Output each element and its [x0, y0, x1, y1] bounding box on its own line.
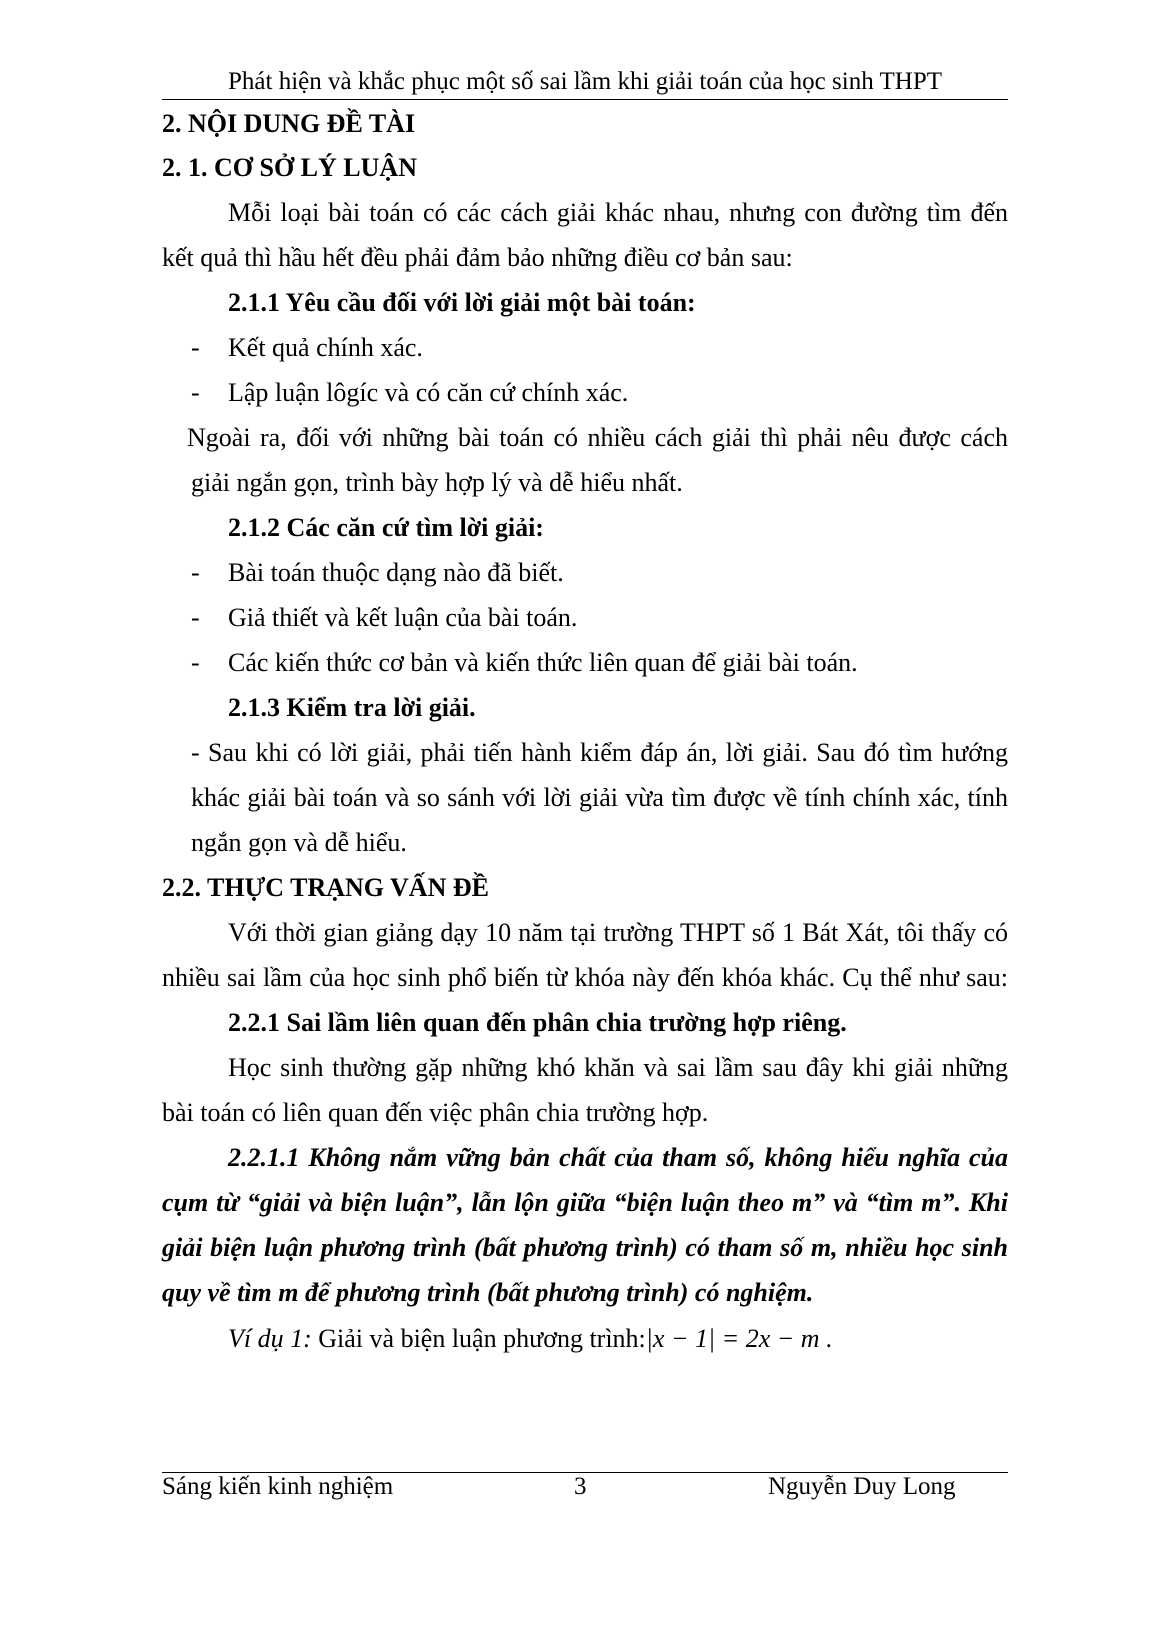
example-text: Giải và biện luận phương trình: [311, 1324, 646, 1353]
paragraph-line: kết quả thì hầu hết đều phải đảm bảo những điều cơ bản sau: [162, 243, 793, 272]
header-rule [162, 99, 1008, 100]
paragraph-line: - Sau khi có lời giải, phải tiến hành kiểm đáp án, lời giải. Sau đó tìm hướng [191, 738, 1008, 767]
section-2-1-1-title: 2.1.1 Yêu cầu đối với lời giải một bài toán: [228, 288, 696, 317]
list-bullet: - [191, 333, 200, 362]
example-label: Ví dụ 1: [228, 1324, 312, 1353]
equation: |x − 1| = 2x − m . [645, 1324, 833, 1353]
paragraph-line: ngắn gọn và dễ hiểu. [191, 828, 407, 857]
section-2-1-title: 2. 1. CƠ SỞ LÝ LUẬN [162, 153, 417, 182]
section-2-1-2-title: 2.1.2 Các căn cứ tìm lời giải: [228, 513, 544, 542]
list-item: Lập luận lôgíc và có căn cứ chính xác. [228, 378, 629, 407]
section-2-title: 2. NỘI DUNG ĐỀ TÀI [162, 109, 416, 138]
subsection-2-2-1-1-line: giải biện luận phương trình (bất phương trình) có tham số m, nhiều học sinh [162, 1233, 1008, 1262]
list-bullet: - [191, 558, 200, 587]
subsection-2-2-1-1-line: 2.2.1.1 Không nắm vững bản chất của tham số, không hiểu nghĩa của [228, 1143, 1008, 1172]
section-2-2-1-title: 2.2.1 Sai lầm liên quan đến phân chia trường hợp riêng. [228, 1008, 847, 1037]
paragraph-line: bài toán có liên quan đến việc phân chia trường hợp. [162, 1098, 709, 1127]
section-2-1-3-title: 2.1.3 Kiểm tra lời giải. [228, 693, 476, 722]
example-line [228, 1322, 1008, 1356]
paragraph-line: khác giải bài toán và so sánh với lời giải vừa tìm được về tính chính xác, tính [191, 783, 1008, 812]
list-bullet: - [191, 603, 200, 632]
footer-author: Nguyễn Duy Long [768, 1473, 956, 1500]
section-2-2-title: 2.2. THỰC TRẠNG VẤN ĐỀ [162, 873, 489, 902]
list-item: Kết quả chính xác. [228, 333, 423, 362]
list-bullet: - [191, 648, 200, 677]
footer-left: Sáng kiến kinh nghiệm [162, 1473, 394, 1500]
paragraph-line: Với thời gian giảng dạy 10 năm tại trường THPT số 1 Bát Xát, tôi thấy có [228, 918, 1008, 947]
list-item: Các kiến thức cơ bản và kiến thức liên quan để giải bài toán. [228, 648, 858, 677]
list-bullet: - [191, 378, 200, 407]
paragraph-line: nhiều sai lầm của học sinh phổ biến từ khóa này đến khóa khác. Cụ thể như sau: [162, 963, 1008, 992]
list-item: Giả thiết và kết luận của bài toán. [228, 603, 578, 632]
running-header: Phát hiện và khắc phục một số sai lầm khi giải toán của học sinh THPT [228, 68, 942, 95]
paragraph-line: Ngoài ra, đối với những bài toán có nhiều cách giải thì phải nêu được cách [187, 423, 1008, 452]
paragraph-line: Mỗi loại bài toán có các cách giải khác nhau, nhưng con đường tìm đến [228, 198, 1008, 227]
page-number: 3 [574, 1473, 587, 1500]
subsection-2-2-1-1-line: quy về tìm m để phương trình (bất phương trình) có nghiệm. [162, 1278, 814, 1307]
paragraph-line: giải ngắn gọn, trình bày hợp lý và dễ hiểu nhất. [191, 468, 683, 497]
list-item: Bài toán thuộc dạng nào đã biết. [228, 558, 564, 587]
paragraph-line: Học sinh thường gặp những khó khăn và sai lầm sau đây khi giải những [228, 1053, 1008, 1082]
subsection-2-2-1-1-line: cụm từ “giải và biện luận”, lẫn lộn giữa “biện luận theo m” và “tìm m”. Khi [162, 1188, 1008, 1217]
